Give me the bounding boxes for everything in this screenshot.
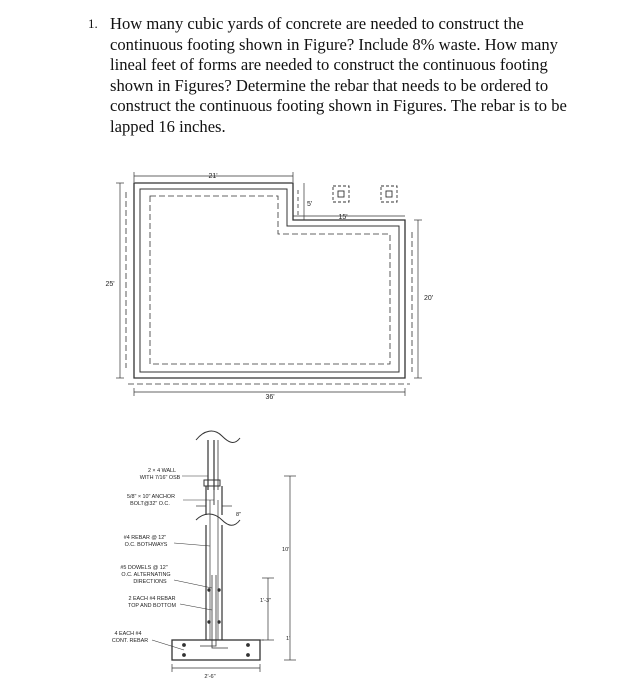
label-wall-1: 2 × 4 WALL	[147, 468, 177, 474]
label-each-rebar-1: 2 EACH #4 REBAR	[128, 596, 176, 602]
label-each-rebar-2: TOP AND BOTTOM	[128, 603, 176, 609]
dim-left: 25'	[105, 281, 115, 288]
dim-wall-thickness: 8"	[236, 512, 242, 518]
label-dowels-1: #5 DOWELS @ 12"	[120, 565, 168, 571]
pier-pad	[381, 186, 397, 202]
dim-notch-vertical: 5'	[307, 201, 313, 208]
question-text: How many cubic yards of concrete are needed to construct the continuous footing shown in Figure? Include 8% waste. How many lineal feet of forms are needed to construct the continuous footing shown in Figures? Determine the rebar that needs to be ordered to construct the continuous footing shown in Figures. The rebar is to be lapped 16 inches.	[110, 14, 567, 136]
label-wall-2: WITH 7/16" OSB	[139, 475, 181, 481]
dim-footing-depth: 1'	[286, 636, 291, 642]
dim-top: 21'	[208, 173, 218, 180]
dim-footing-lower: 1'-3"	[260, 598, 272, 604]
dim-footing-width: 2'-6"	[204, 674, 216, 680]
label-anchor-1: 5/8" × 10" ANCHOR	[126, 494, 176, 500]
label-rebar-grid-2: O.C. BOTHWAYS	[124, 542, 168, 548]
label-dowels-2: O.C. ALTERNATING	[121, 572, 171, 578]
label-cont-rebar-2: CONT. REBAR	[111, 638, 149, 644]
dim-height-total: 10'	[282, 547, 290, 553]
label-cont-rebar-1: 4 EACH #4	[114, 631, 142, 637]
footing-plan	[126, 183, 412, 384]
dim-right: 20'	[424, 295, 434, 302]
footing-section	[172, 431, 260, 660]
label-dowels-3: DIRECTIONS	[133, 579, 167, 585]
dim-notch-horizontal: 15'	[338, 214, 348, 221]
pier-pad	[333, 186, 349, 202]
label-anchor-2: BOLT@32" O.C.	[130, 501, 170, 507]
question-number: 1.	[88, 16, 98, 31]
dim-bottom: 36'	[265, 394, 275, 401]
label-rebar-grid-1: #4 REBAR @ 12"	[123, 535, 167, 541]
